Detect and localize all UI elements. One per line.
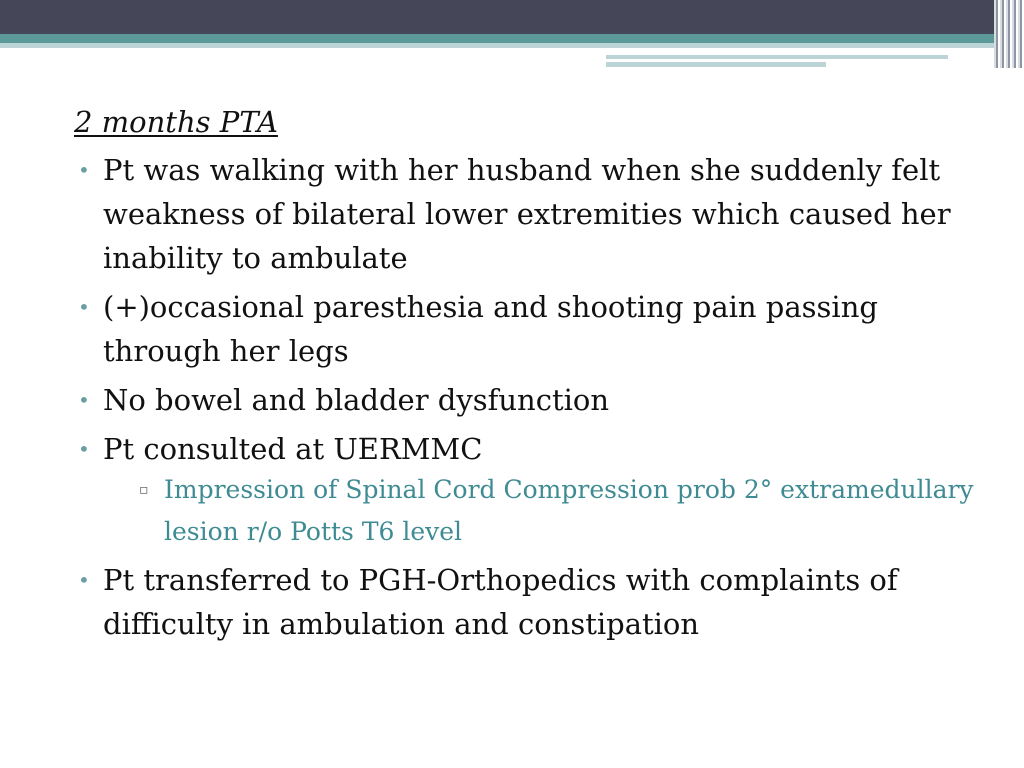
header-accent-line-1 — [606, 55, 948, 59]
header-dark-band — [0, 0, 1024, 34]
bullet-text: (+)occasional paresthesia and shooting pain passing through her legs — [103, 290, 878, 368]
bullet-marker: • — [78, 158, 90, 182]
bullet-text: No bowel and bladder dysfunction — [103, 383, 610, 417]
bullet-item — [74, 558, 974, 646]
bullet-item — [74, 285, 974, 373]
bullet-item — [74, 378, 974, 422]
sub-bullet-marker: ▫ — [139, 482, 149, 498]
slide-content — [74, 104, 974, 651]
bullet-marker: • — [78, 437, 90, 461]
bullet-text: Pt consulted at UERMMC — [103, 432, 483, 466]
bullet-marker: • — [78, 568, 90, 592]
bullet-text: Pt was walking with her husband when she suddenly felt weakness of bilateral lower extremities which caused her inability to ambulate — [103, 153, 951, 275]
header-teal-band — [0, 34, 1024, 43]
header-right-stripes — [994, 0, 1024, 68]
bullet-item — [74, 427, 974, 553]
bullet-list — [74, 148, 974, 646]
bullet-marker: • — [78, 295, 90, 319]
sub-bullet-text: Impression of Spinal Cord Compression prob 2° extramedullary lesion r/o Potts T6 level — [164, 475, 974, 546]
sub-bullet-list — [103, 469, 974, 553]
slide-heading: 2 months PTA — [74, 105, 278, 139]
bullet-text: Pt transferred to PGH-Orthopedics with complaints of difficulty in ambulation and constipation — [103, 563, 898, 641]
header-light-band — [0, 43, 1024, 48]
header-accent-line-2 — [606, 62, 826, 67]
sub-bullet-item — [103, 469, 974, 553]
bullet-item — [74, 148, 974, 280]
bullet-marker: • — [78, 388, 90, 412]
